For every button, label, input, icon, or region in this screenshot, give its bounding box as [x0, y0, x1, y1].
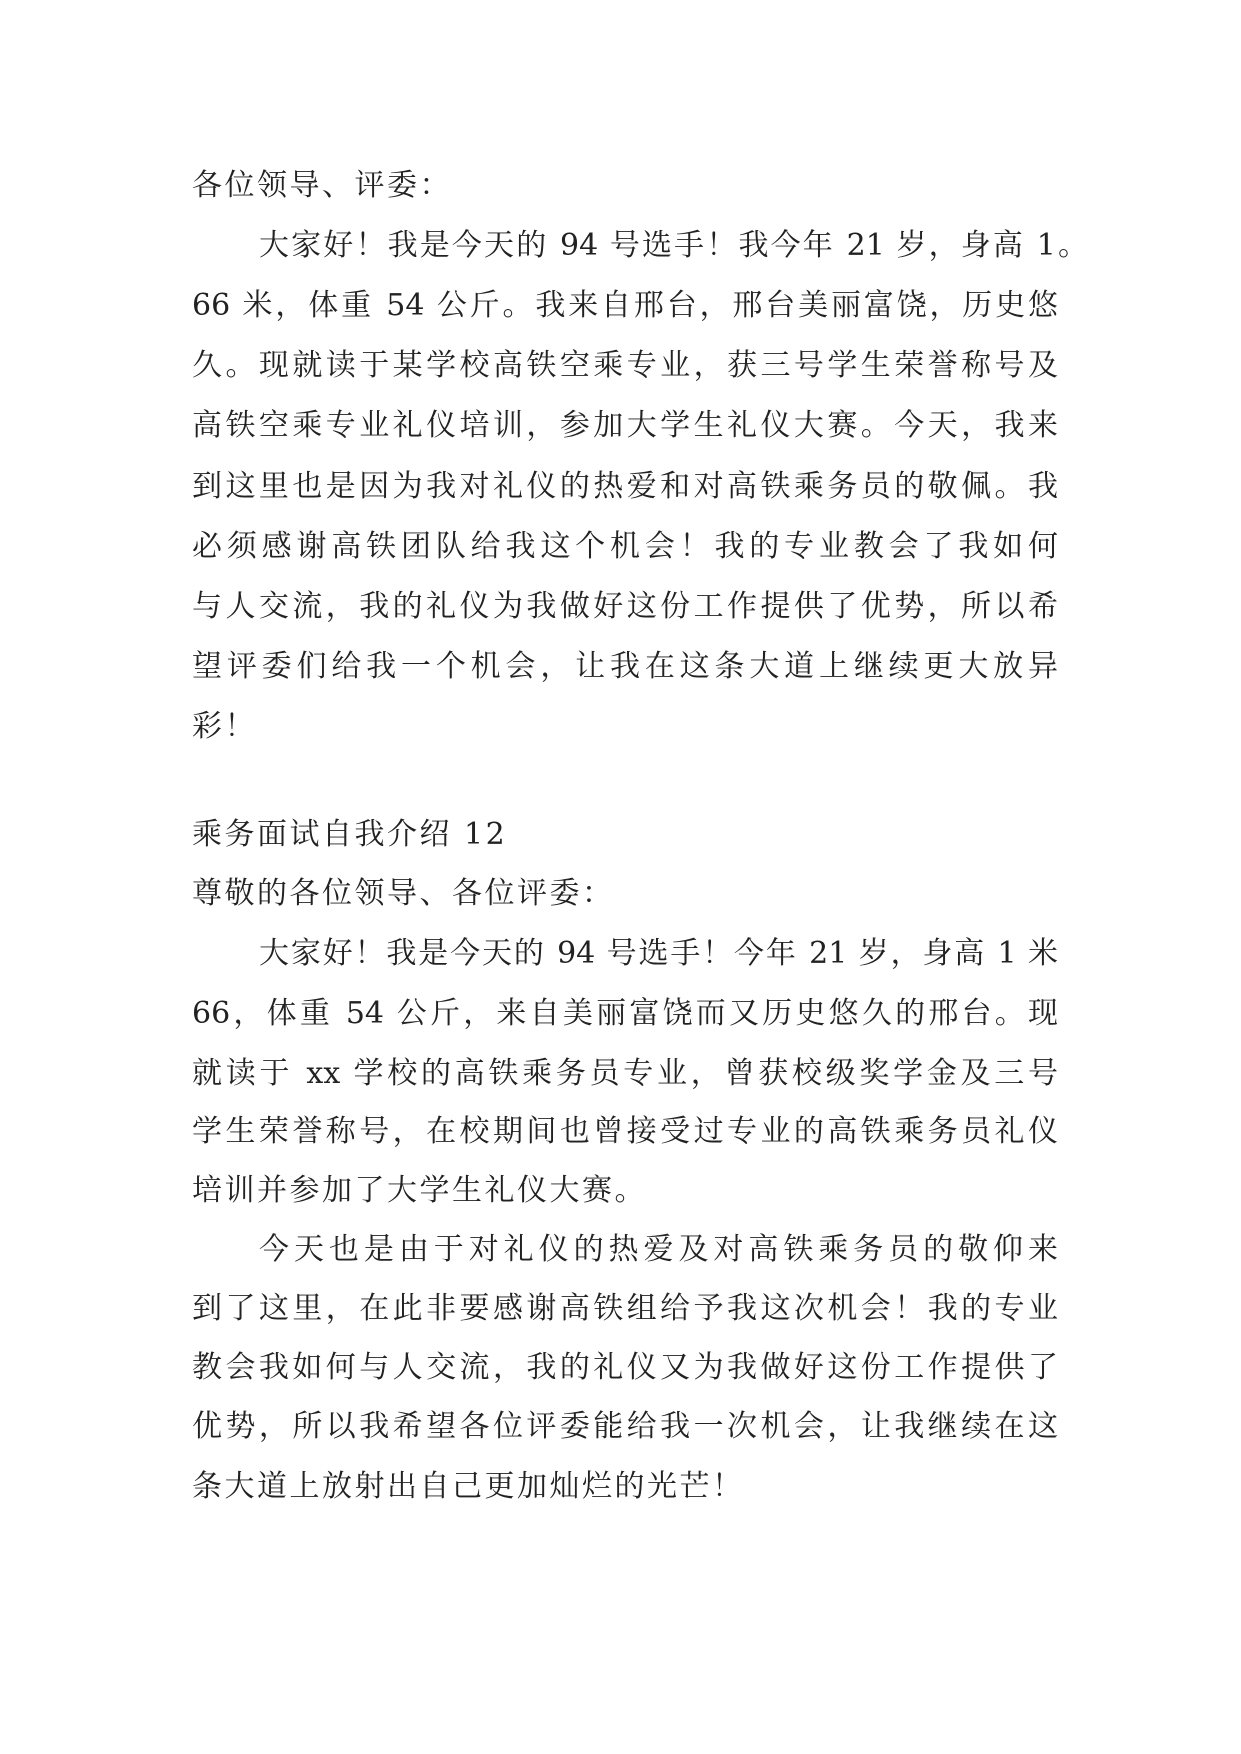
paragraph-line: 66，体重 54 公斤，来自美丽富饶而又历史悠久的邢台。现 [192, 996, 1058, 1031]
paragraph-line: 望评委们给我一个机会，让我在这条大道上继续更大放异 [192, 649, 1058, 684]
paragraph-line: 彩！ [192, 709, 257, 744]
salutation: 各位领导、评委： [192, 168, 452, 203]
section-title: 乘务面试自我介绍 12 [192, 817, 508, 852]
paragraph-line: 高铁空乘专业礼仪培训，参加大学生礼仪大赛。今天，我来 [192, 408, 1058, 443]
paragraph-line: 必须感谢高铁团队给我这个机会！我的专业教会了我如何 [192, 529, 1058, 564]
paragraph-line: 大家好！我是今天的 94 号选手！今年 21 岁，身高 1 米 [259, 936, 1058, 971]
salutation: 尊敬的各位领导、各位评委： [192, 876, 615, 911]
paragraph-line: 学生荣誉称号，在校期间也曾接受过专业的高铁乘务员礼仪 [192, 1114, 1058, 1149]
paragraph-line: 教会我如何与人交流，我的礼仪又为我做好这份工作提供了 [192, 1350, 1058, 1385]
paragraph-line: 条大道上放射出自己更加灿烂的光芒！ [192, 1469, 745, 1504]
paragraph-line: 到了这里，在此非要感谢高铁组给予我这次机会！我的专业 [192, 1291, 1058, 1326]
paragraph-line: 今天也是由于对礼仪的热爱及对高铁乘务员的敬仰来 [259, 1232, 1058, 1267]
paragraph-line: 大家好！我是今天的 94 号选手！我今年 21 岁，身高 1。 [259, 228, 1088, 263]
paragraph-line: 与人交流，我的礼仪为我做好这份工作提供了优势，所以希 [192, 589, 1058, 624]
paragraph-line: 优势，所以我希望各位评委能给我一次机会，让我继续在这 [192, 1409, 1058, 1444]
paragraph-line: 久。现就读于某学校高铁空乘专业，获三号学生荣誉称号及 [192, 348, 1058, 383]
paragraph-line: 到这里也是因为我对礼仪的热爱和对高铁乘务员的敬佩。我 [192, 469, 1058, 504]
paragraph-line: 66 米，体重 54 公斤。我来自邢台，邢台美丽富饶，历史悠 [192, 288, 1058, 323]
paragraph-line: 培训并参加了大学生礼仪大赛。 [192, 1173, 647, 1208]
paragraph-line: 就读于 xx 学校的高铁乘务员专业，曾获校级奖学金及三号 [192, 1056, 1058, 1091]
